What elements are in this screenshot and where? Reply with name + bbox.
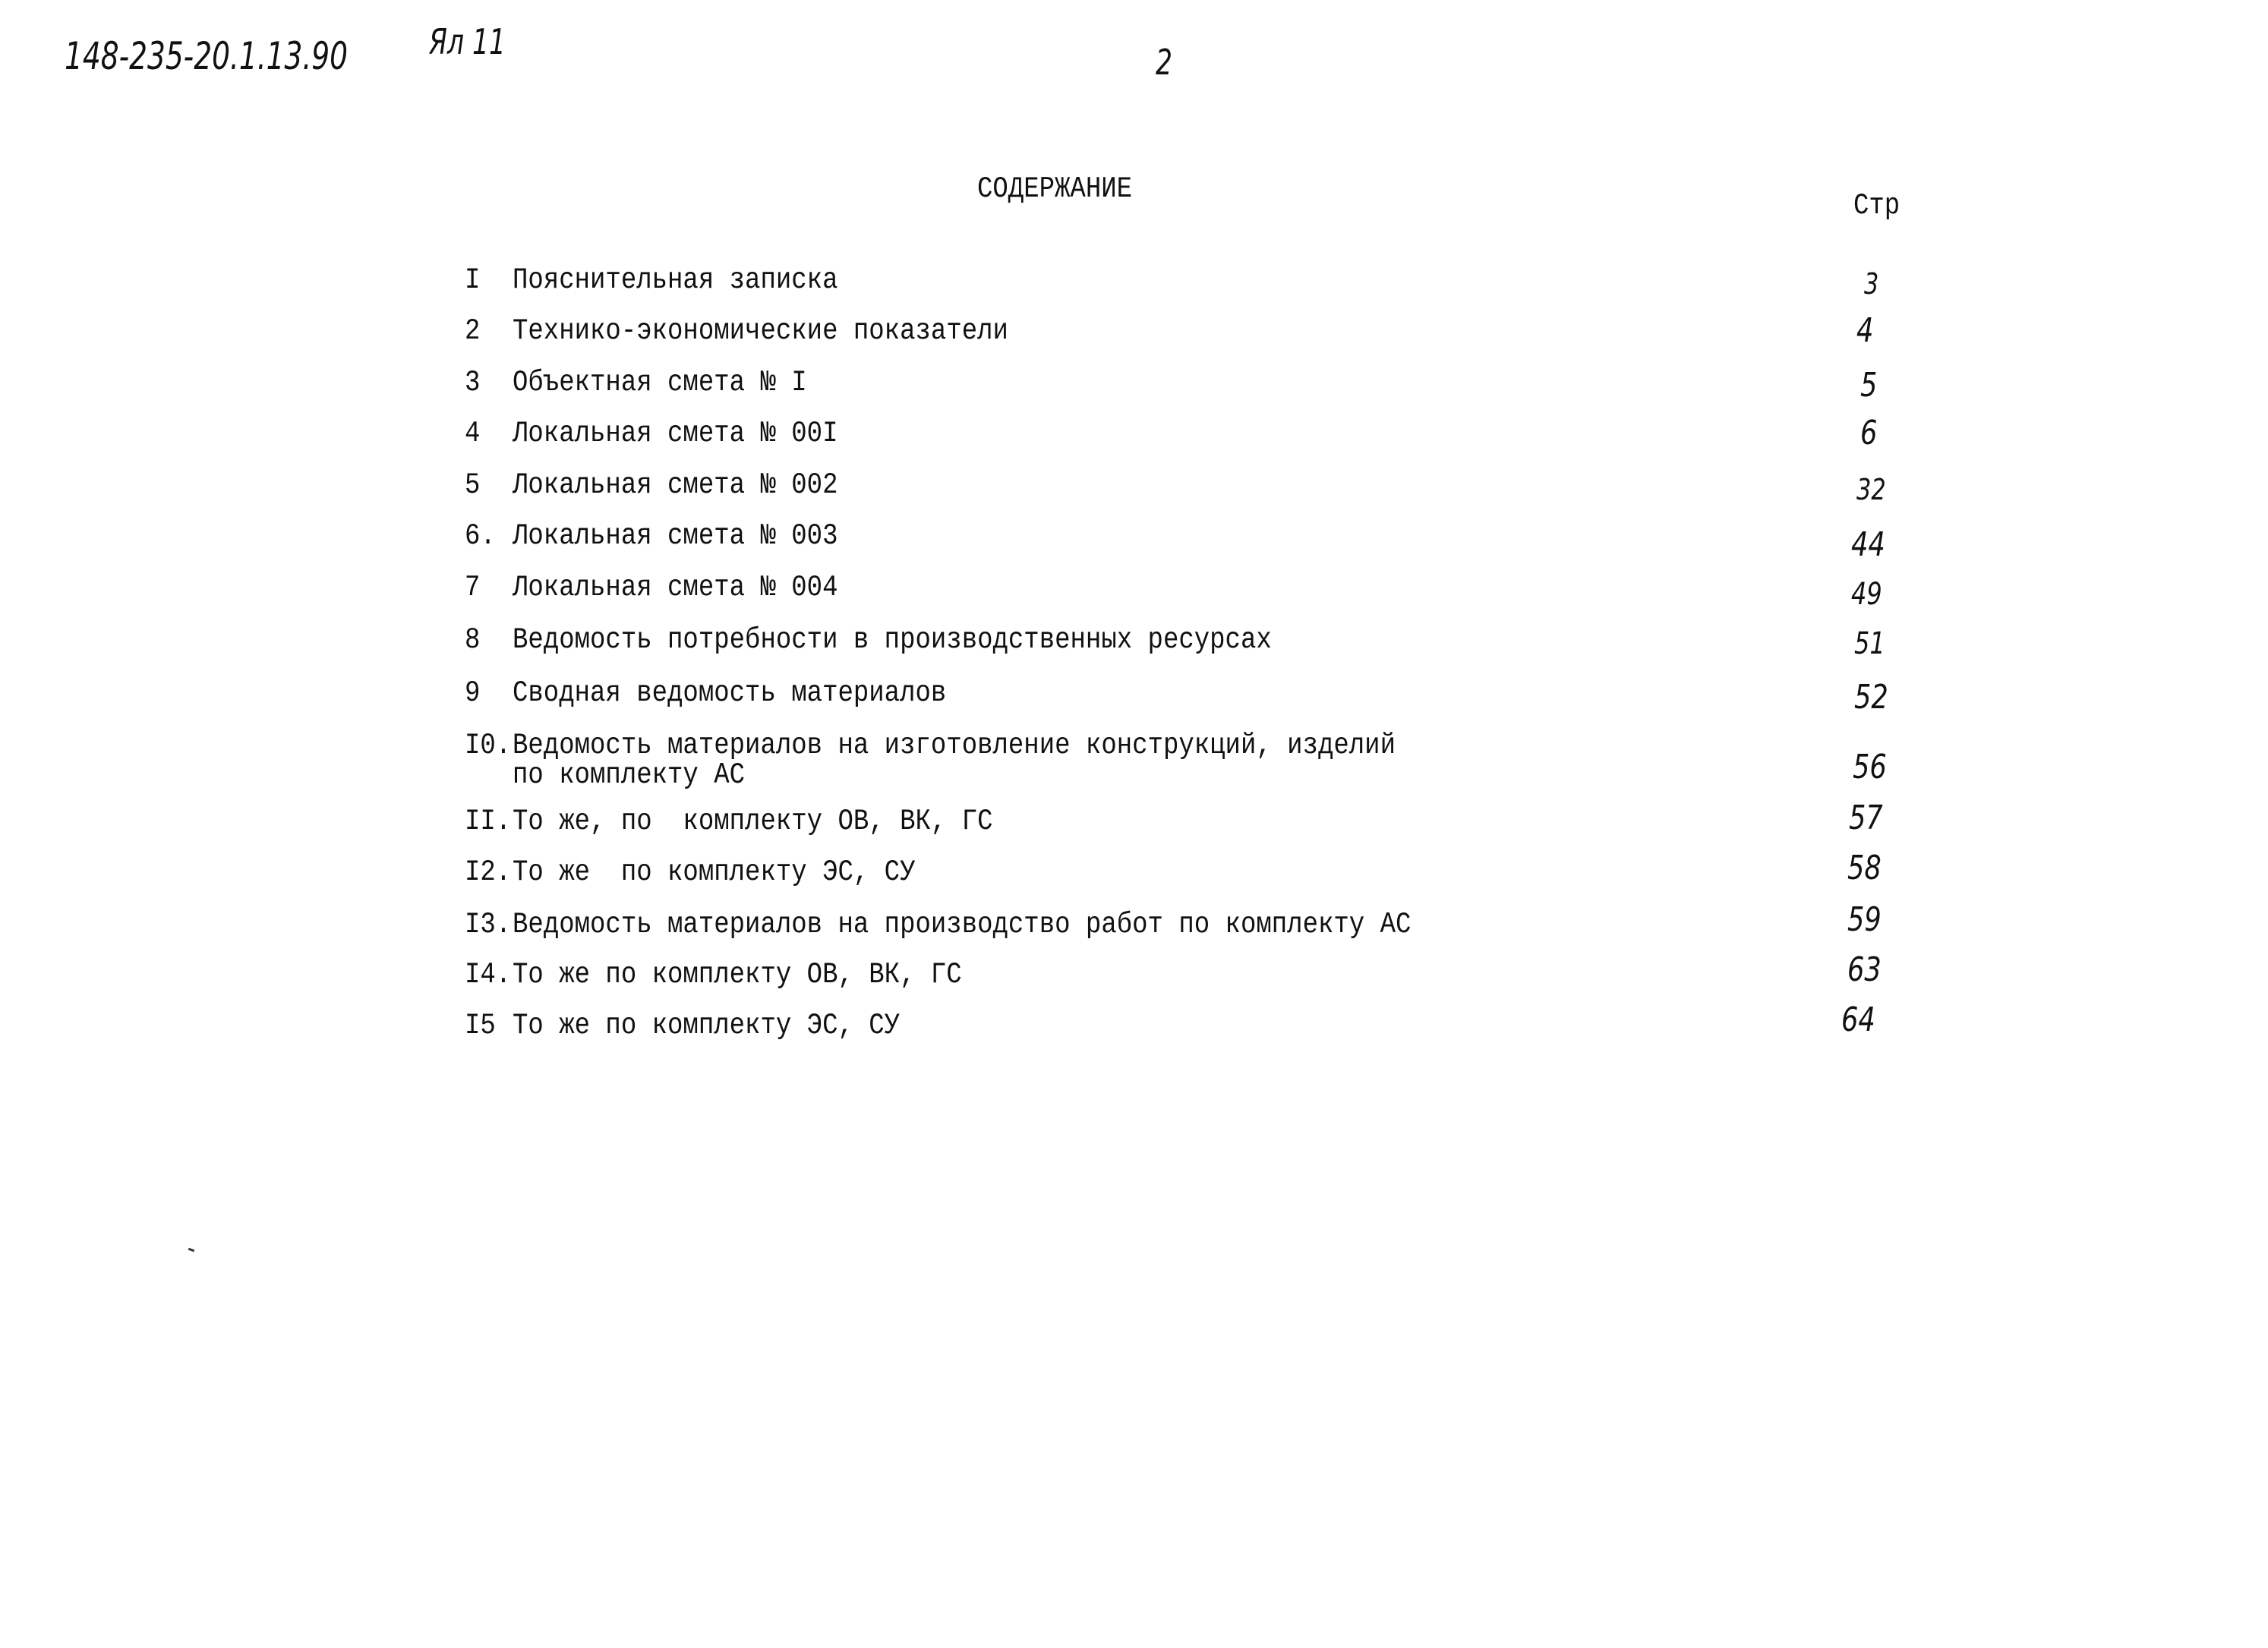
item-page: 44	[1851, 525, 1885, 564]
item-page: 6	[1860, 414, 1878, 452]
sheet-note: Ял 11	[429, 21, 506, 62]
item-page: 32	[1856, 473, 1886, 506]
item-number: I	[465, 264, 481, 298]
item-number: I4.	[465, 959, 512, 992]
item-number: I3.	[465, 909, 512, 942]
item-text: Технико-экономические показатели	[513, 315, 1008, 348]
item-text: Локальная смета № 002	[513, 469, 838, 503]
item-page: 51	[1854, 626, 1885, 661]
item-page: 58	[1847, 849, 1882, 887]
scan-speck	[188, 1248, 195, 1253]
item-page: 63	[1847, 950, 1882, 989]
item-text: Пояснительная записка	[513, 264, 838, 298]
item-page: 3	[1864, 267, 1879, 301]
item-number: 3	[465, 367, 481, 400]
item-text: Локальная смета № 003	[513, 520, 838, 553]
item-text: Сводная ведомость материалов	[513, 677, 947, 711]
item-number: 6.	[465, 520, 496, 553]
item-number: 5	[465, 469, 481, 503]
item-text: То же, по комплекту ОВ, ВК, ГС	[513, 805, 993, 839]
item-number: I5	[465, 1010, 496, 1043]
item-page: 5	[1860, 366, 1878, 405]
item-text: Ведомость потребности в производственных ресурсах	[513, 624, 1272, 657]
page-number: 2	[1156, 42, 1172, 83]
item-number: 2	[465, 315, 481, 348]
item-number: 9	[465, 677, 481, 711]
item-page: 57	[1849, 799, 1883, 837]
item-number: I0.	[465, 729, 512, 763]
item-text: Ведомость материалов на изготовление конструкций, изделий	[513, 729, 1396, 763]
item-text: Объектная смета № I	[513, 367, 807, 400]
item-number: I2.	[465, 856, 512, 890]
item-number: 4	[465, 418, 481, 451]
item-page: 64	[1841, 1000, 1875, 1039]
item-text: Ведомость материалов на производство работ по комплекту АС	[513, 909, 1412, 942]
item-page: 49	[1851, 577, 1882, 612]
contents-title: СОДЕРЖАНИЕ	[977, 173, 1133, 206]
item-page: 52	[1854, 678, 1888, 717]
item-number: 7	[465, 572, 481, 605]
page-column-label: Стр	[1853, 190, 1901, 223]
item-text-continuation: по комплекту АС	[513, 759, 746, 792]
item-text: То же по комплекту ЭС, СУ	[513, 1010, 901, 1043]
item-text: То же по комплекту ОВ, ВК, ГС	[513, 959, 962, 992]
item-text: Локальная смета № 004	[513, 572, 838, 605]
item-page: 4	[1856, 311, 1874, 350]
item-number: 8	[465, 624, 481, 657]
item-page: 59	[1847, 900, 1882, 939]
item-page: 56	[1853, 748, 1887, 786]
document-code: 148-235-20.1.13.90	[65, 34, 348, 78]
item-number: II.	[465, 805, 512, 839]
item-text: Локальная смета № 00I	[513, 418, 838, 451]
item-text: То же по комплекту ЭС, СУ	[513, 856, 916, 890]
